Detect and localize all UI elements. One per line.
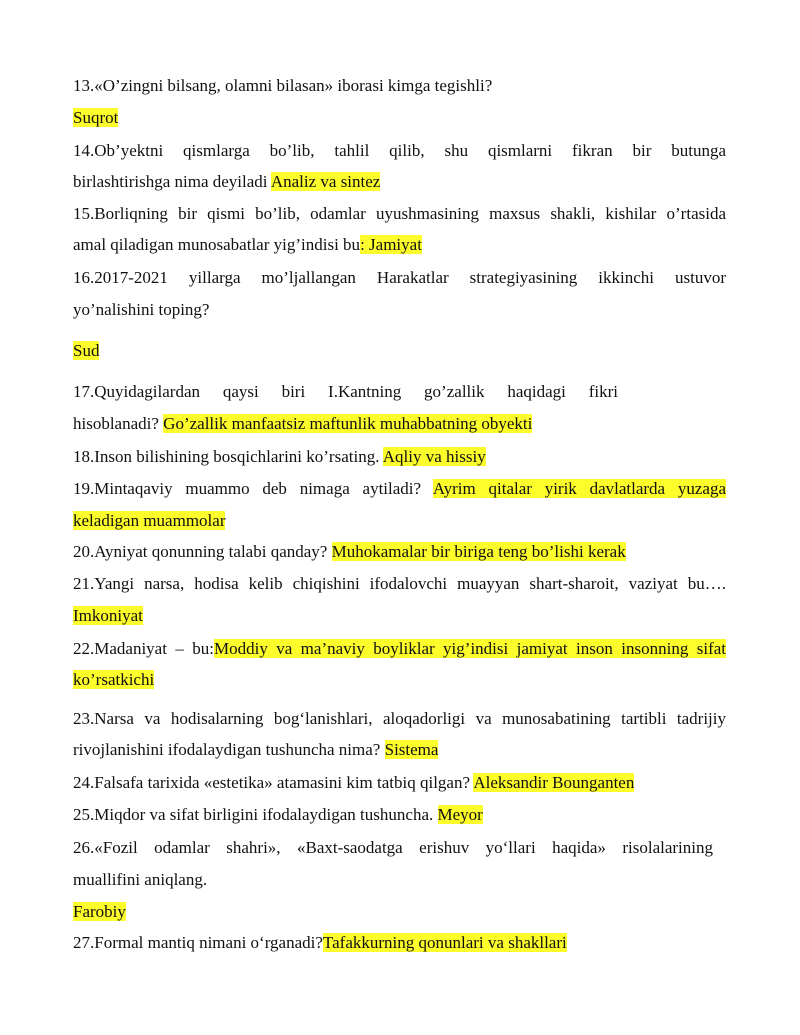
question-19 <box>73 479 726 499</box>
question-text: birlashtirishga nima deyiladi <box>73 172 268 191</box>
answer-19-cont <box>73 511 225 531</box>
answer-highlight: Meyor <box>437 805 483 824</box>
question-25 <box>73 805 483 825</box>
answer-highlight: Sistema <box>384 740 439 759</box>
question-text: 19.Mintaqaviy muammo deb nimaga aytiladi? <box>73 479 422 498</box>
answer-highlight: ko’rsatkichi <box>73 670 155 689</box>
question-14 <box>73 141 726 161</box>
question-20 <box>73 542 626 562</box>
question-text: rivojlanishini ifodalaydigan tushuncha nima? <box>73 740 381 759</box>
question-text: 26.«Fozil odamlar shahri», «Baxt-saodatga erishuv yo‘llari haqida» risolalarining <box>73 838 713 857</box>
answer-highlight: Analiz va sintez <box>270 172 381 191</box>
answer-highlight: Ayrim qitalar yirik davlatlarda yuzaga <box>432 479 727 498</box>
question-text: 27.Formal mantiq nimani o‘rganadi? <box>73 933 323 952</box>
question-text: 15.Borliqning bir qismi bo’lib, odamlar uyushmasining maxsus shakli, kishilar o’rtasida <box>73 204 726 223</box>
question-23-cont <box>73 740 438 760</box>
question-text: 21.Yangi narsa, hodisa kelib chiqishini ifodalovchi muayyan shart-sharoit, vaziyat bu…. <box>73 574 726 593</box>
answer-21 <box>73 606 143 626</box>
question-text: amal qiladigan munosabatlar yig’indisi bu <box>73 235 361 254</box>
question-text: 23.Narsa va hodisalarning bog‘lanishlari, aloqadorligi va munosabatining tartibli tadrijiy <box>73 709 726 728</box>
answer-highlight: Aleksandir Bounganten <box>473 773 635 792</box>
question-text: 14.Ob’yektni qismlarga bo’lib, tahlil qilib, shu qismlarni fikran bir butunga <box>73 141 726 160</box>
question-text: yo’nalishini toping? <box>73 300 210 319</box>
question-15-cont <box>73 235 422 255</box>
answer-highlight: Suqrot <box>73 108 119 127</box>
answer-highlight: Muhokamalar bir biriga teng bo’lishi kerak <box>331 542 626 561</box>
question-text: 16.2017-2021 yillarga mo’ljallangan Harakatlar strategiyasining ikkinchi ustuvor <box>73 268 726 287</box>
question-21 <box>73 574 726 594</box>
question-27 <box>73 933 567 953</box>
question-24 <box>73 773 634 793</box>
question-17 <box>73 382 618 402</box>
answer-highlight: Sud <box>73 341 100 360</box>
question-13 <box>73 76 492 96</box>
question-15 <box>73 204 726 224</box>
question-16-cont <box>73 300 209 320</box>
question-text: 22.Madaniyat – bu: <box>73 639 214 658</box>
answer-26 <box>73 902 126 922</box>
question-text: muallifini aniqlang. <box>73 870 208 889</box>
question-text: 13.«O’zingni bilsang, olamni bilasan» iborasi kimga tegishli? <box>73 76 493 95</box>
question-text: 24.Falsafa tarixida «estetika» atamasini kim tatbiq qilgan? <box>73 773 471 792</box>
answer-16 <box>73 341 99 361</box>
question-14-cont <box>73 172 380 192</box>
answer-highlight: Go’zallik manfaatsiz maftunlik muhabbatning obyekti <box>163 414 533 433</box>
answer-highlight: Imkoniyat <box>73 606 143 625</box>
answer-13 <box>73 108 118 128</box>
question-26-cont <box>73 870 207 890</box>
question-text: 25.Miqdor va sifat birligini ifodalaydigan tushuncha. <box>73 805 434 824</box>
question-text: 18.Inson bilishining bosqichlarini ko’rsating. <box>73 447 380 466</box>
question-18 <box>73 447 486 467</box>
answer-highlight: : Jamiyat <box>360 235 422 254</box>
question-17-cont <box>73 414 532 434</box>
answer-22-cont <box>73 670 154 690</box>
question-26 <box>73 838 713 858</box>
answer-highlight: Moddiy va ma’naviy boyliklar yig’indisi jamiyat inson insonning sifat <box>213 639 727 658</box>
question-text: 17.Quyidagilardan qaysi biri I.Kantning go’zallik haqidagi fikri <box>73 382 618 401</box>
question-text: 20.Ayniyat qonunning talabi qanday? <box>73 542 328 561</box>
answer-highlight: Tafakkurning qonunlari va shakllari <box>322 933 567 952</box>
answer-highlight: Aqliy va hissiy <box>382 447 486 466</box>
question-22 <box>73 639 726 659</box>
question-23 <box>73 709 726 729</box>
answer-highlight: keladigan muammolar <box>73 511 226 530</box>
question-16 <box>73 268 726 288</box>
question-text: hisoblanadi? <box>73 414 159 433</box>
answer-highlight: Farobiy <box>73 902 126 921</box>
